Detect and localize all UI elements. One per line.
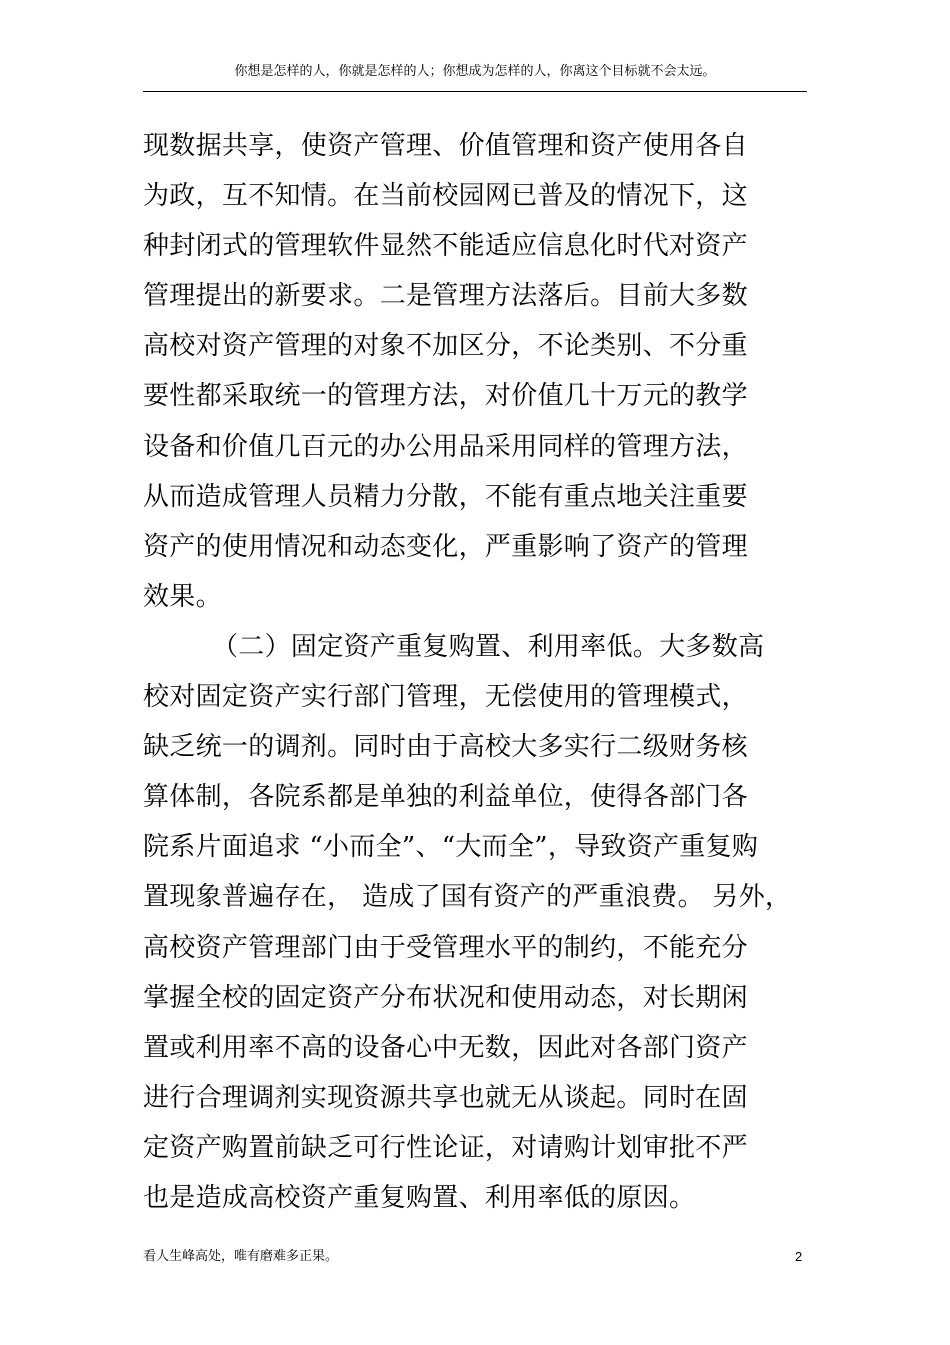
- page-footer: 看人生峰高处，唯有磨难多正果。: [143, 1249, 339, 1264]
- page-header: 你想是怎样的人，你就是怎样的人；你想成为怎样的人，你离这个目标就不会太远。: [234, 64, 716, 79]
- text-line: 也是造成高校资产重复购置、利用率低的原因。: [143, 1182, 696, 1213]
- text-line: 高校资产管理部门由于受管理水平的制约，不能充分: [143, 932, 748, 963]
- text-line: 置现象普遍存在， 造成了国有资产的严重浪费。 另外，: [143, 882, 792, 913]
- text-line: 种封闭式的管理软件显然不能适应信息化时代对资产: [143, 231, 748, 262]
- page-number: 2: [795, 1249, 803, 1264]
- text-line: 院系片面追求 “小而全”、“大而全”，导致资产重复购: [143, 832, 759, 863]
- text-line: 缺乏统一的调剂。同时由于高校大多实行二级财务核: [143, 732, 748, 763]
- header-divider: [143, 91, 807, 92]
- text-line: 现数据共享，使资产管理、价值管理和资产使用各自: [143, 131, 748, 161]
- text-line: 为政，互不知情。在当前校园网已普及的情况下，这: [143, 181, 748, 212]
- text-line: 管理提出的新要求。二是管理方法落后。目前大多数: [143, 281, 748, 312]
- paragraph-start-line: （二）固定资产重复购置、利用率低。大多数高: [212, 631, 765, 662]
- text-line: 从而造成管理人员精力分散，不能有重点地关注重要: [143, 481, 748, 512]
- text-line: 高校对资产管理的对象不加区分，不论类别、不分重: [143, 331, 748, 362]
- text-line: 算体制，各院系都是单独的利益单位，使得各部门各: [143, 782, 748, 813]
- text-line: 设备和价值几百元的办公用品采用同样的管理方法，: [143, 431, 748, 462]
- text-line: 校对固定资产实行部门管理，无偿使用的管理模式，: [143, 682, 748, 713]
- text-line: 资产的使用情况和动态变化，严重影响了资产的管理: [143, 531, 748, 562]
- text-line: 掌握全校的固定资产分布状况和使用动态，对长期闲: [143, 982, 748, 1013]
- text-line: 要性都采取统一的管理方法，对价值几十万元的教学: [143, 381, 748, 412]
- text-line: 置或利用率不高的设备心中无数，因此对各部门资产: [143, 1032, 748, 1063]
- text-line: 效果。: [143, 581, 222, 612]
- body-text: [143, 121, 813, 1223]
- text-line: 定资产购置前缺乏可行性论证，对请购计划审批不严: [143, 1132, 748, 1163]
- text-line: 进行合理调剂实现资源共享也就无从谈起。同时在固: [143, 1082, 748, 1113]
